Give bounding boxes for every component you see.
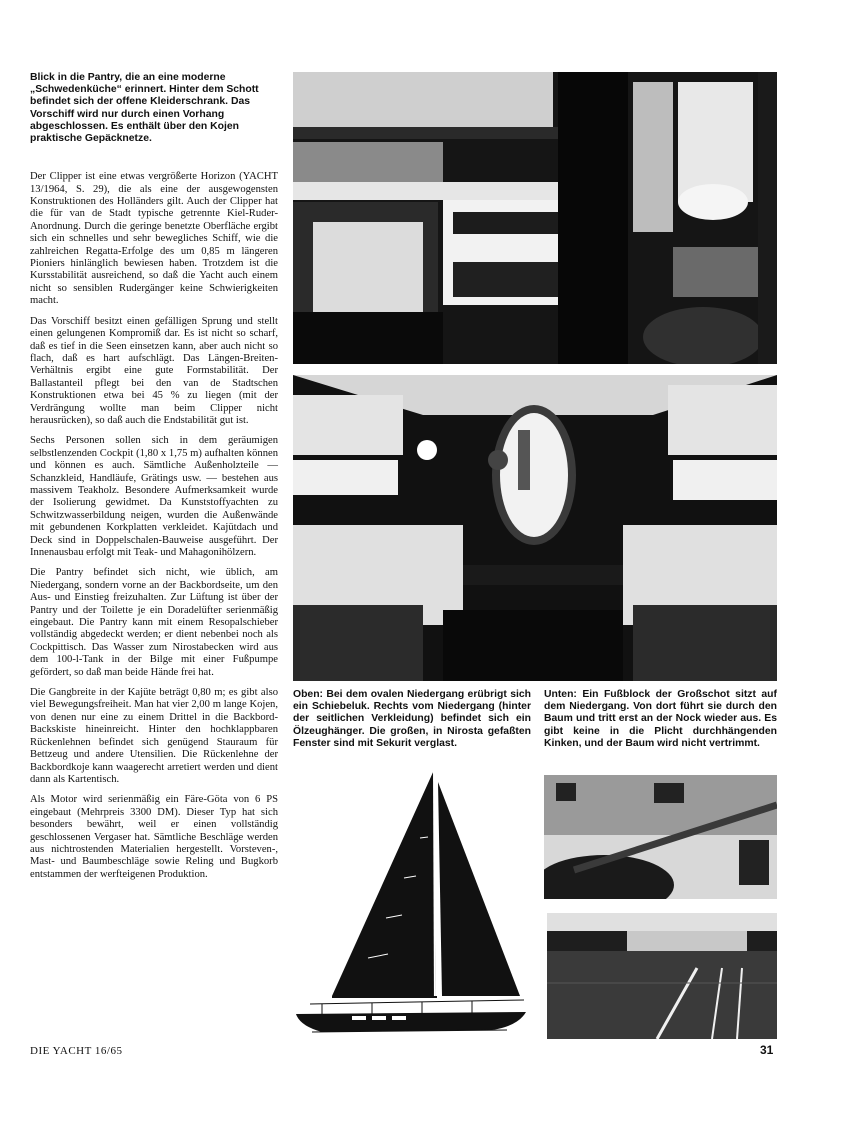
bottom-photos-caption: Unten: Ein Fußblock der Großschot sitzt auf dem Niedergang. Von dort führt sie durch den Baum und tritt erst an der Nock wieder aus. Es gibt keine in die Plicht durchhängenden Kinken, und der Baum wird nicht vertrimmt. (544, 689, 777, 749)
cabin-photo (293, 375, 777, 681)
magazine-issue-footer: DIE YACHT 16/65 (30, 1045, 123, 1057)
pantry-photo (293, 72, 777, 364)
deck-rail-photo (547, 913, 777, 1039)
page-number: 31 (760, 1043, 774, 1057)
left-text-column (30, 72, 278, 889)
article-paragraph: Als Motor wird serienmäßig ein Färe-Göta von 6 PS eingebaut (Mehrpreis 3300 DM). Dieser Typ hat sich besonders bewährt, weil er einen vollständig geschlossenen Vergaser hat. Sämtliche Beschläge werden aus nichtrostenden Materialien hergestellt. Vorsteven-, Mast- und Baumbeschläge sowie Reling und Bugkorb entstammen der werfteigenen Produktion. (30, 794, 278, 880)
article-paragraph: Die Pantry befindet sich nicht, wie üblich, am Niedergang, sondern vorne an der Backbordseite, um den Aus- und Einstieg freizuhalten. Zur Lüftung ist über der Pantry und der Toilette je ein Doradelüfter serienmäßig eingebaut. Die Pantry kann mit einem Resopalschieber vollständig abgedeckt werden; er dient nebenbei noch als Cockpittisch. Das Wasser zum Nirostabecken wird aus dem 100-l-Tank in der Bilge mit einer Fußpumpe gefördert, so daß man beide Hände frei hat. (30, 567, 278, 678)
boom-block-photo (544, 775, 777, 899)
top-photo-caption: Oben: Bei dem ovalen Niedergang erübrigt sich ein Schiebeluk. Rechts vom Niedergang (hinter der seitlichen Verkleidung) befindet sich ein Ölzeughänger. Die großen, in Nirosta gefaßten Fenster sind mit Sekurit verglast. (293, 689, 531, 749)
pantry-photo-caption: Blick in die Pantry, die an eine moderne „Schwedenküche“ erinnert. Hinter dem Schott befindet sich der offene Kleiderschrank. Das Vorschiff wird nur durch einen Vorhang abgeschlossen. Es enthält über den Kojen praktische Gepäcknetze. (30, 72, 259, 145)
article-paragraph: Der Clipper ist eine etwas vergrößerte Horizon (YACHT 13/1964, S. 29), die als eine der ausgewogensten Konstruktionen des Holländers gilt. Auch der Clipper hat die für van de Stadt typische getrennte Kiel-Ruder-Anordnung. Durch die geringe benetzte Oberfläche ergibt sich ein schnelles und sehr bewegliches Schiff, wie die zahlreichen Regatta-Erfolge des um 0,85 m längeren Pioniers hinlänglich bewiesen haben. Trotzdem ist die Kursstabilität ausreichend, so daß die Yacht auch einem nicht so sensiblen Rudergänger keine Schwierigkeiten macht. (30, 171, 278, 307)
article-paragraph: Das Vorschiff besitzt einen gefälligen Sprung und stellt einen gelungenen Kompromiß dar. Es ist nicht so scharf, daß es tief in die Seen einsetzen kann, aber auch nicht so flach, daß es hart aufschlägt. Das Längen-Breiten-Verhältnis ergibt eine gute Formstabilität. Der Ballastanteil pflegt bei den van de Stadtschen Konstruktionen etwa bei 45 % zu liegen (mit der Verdrängung wollte man beim Clipper nicht herausrücken), so daß auch die Endstabilität gut ist. (30, 315, 278, 426)
article-paragraph: Sechs Personen sollen sich in dem geräumigen selbstlenzenden Cockpit (1,80 x 1,75 m) aufhalten können und können es auch. Sämtliche Außenholzteile — Schanzkleid, Handläufe, Grätings usw. — bestehen aus massivem Teakholz. Besondere Aufmerksamkeit wurde der Isolierung gewidmet. Da Kunststoffyachten zu Schwitzwasserbildung neigen, wurden die Außenwände mit gebundenen Korkplatten verkleidet. Kajütdach und Deck sind in Doppelschalen-Bauweise ausgeführt. Der Innenausbau erfolgt mit Teak- und Mahagonihölzern. (30, 435, 278, 558)
sail-plan-drawing (292, 768, 532, 1040)
article-paragraph: Die Gangbreite in der Kajüte beträgt 0,80 m; es gibt also viel Bewegungsfreiheit. Man hat vier 2,00 m lange Kojen, von denen nur eine zu einem Drittel in die Backbord-Backskiste hineinreicht. Hinter den hochklappbaren Rückenlehnen befindet sich genügend Stauraum für Bettzeug und andere Utensilien. Die Rückenlehne der Backbordkoje kann waagerecht arretiert werden und dient dann als Kartentisch. (30, 687, 278, 785)
